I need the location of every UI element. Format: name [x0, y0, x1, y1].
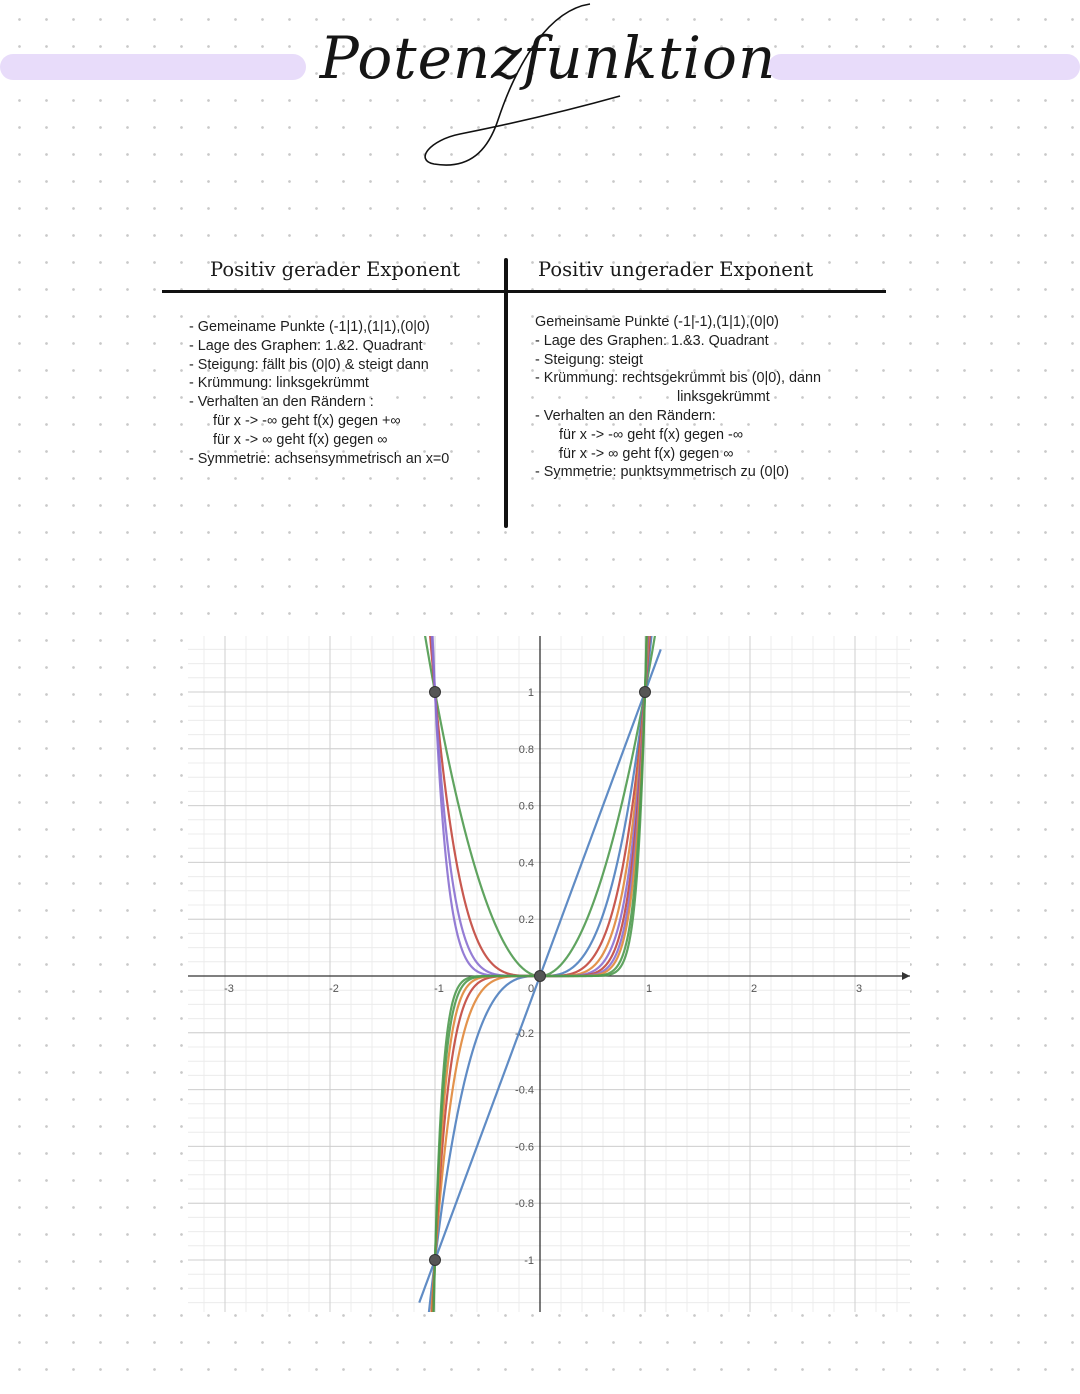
x-tick-label: -3 [224, 983, 234, 995]
left-note-line: - Gemeiname Punkte (-1|1),(1|1),(0|0) [189, 319, 430, 335]
y-tick-label: 0.6 [518, 800, 534, 813]
x-tick-label: -2 [329, 983, 339, 995]
right-note-line: - Krümmung: rechtsgekrümmt bis (0|0), dann [535, 370, 822, 387]
right-column-heading: Positiv ungerader Exponent [538, 258, 814, 281]
left-note-line: - Steigung: fällt bis (0|0) & steigt dann [189, 356, 429, 373]
x-tick-label: 2 [750, 983, 758, 995]
right-note-line: - Symmetrie: punktsymmetrisch zu (0|0) [535, 464, 790, 481]
y-tick-label: -1 [524, 1255, 534, 1267]
x-tick-label: 1 [645, 983, 653, 995]
left-column-heading: Positiv gerader Exponent [210, 258, 461, 281]
right-note-line: Gemeinsame Punkte (-1|-1),(1|1),(0|0) [535, 314, 779, 330]
right-note-line: linksgekrümmt [677, 389, 770, 406]
x-tick-label: 3 [855, 983, 863, 995]
left-note-line: - Verhalten an den Rändern : [189, 394, 374, 411]
left-note-line: - Krümmung: linksgekrümmt [189, 375, 369, 392]
x-tick-label: -1 [434, 983, 444, 995]
y-tick-label: -0.8 [515, 1198, 534, 1211]
right-note-line: für x -> -∞ geht f(x) gegen -∞ [559, 426, 744, 443]
left-note-line: - Symmetrie: achsensymmetrisch an x=0 [189, 450, 450, 467]
page-title: Potenzfunktion [319, 24, 777, 92]
intersection-point [535, 971, 546, 982]
y-tick-label: 0.4 [518, 857, 534, 870]
y-tick-label: -0.2 [515, 1027, 534, 1040]
y-tick-label: -0.4 [515, 1084, 534, 1097]
right-note-line: - Verhalten an den Rändern: [535, 407, 716, 424]
left-note-line: für x -> ∞ geht f(x) gegen ∞ [213, 431, 388, 448]
y-tick-label: 1 [527, 687, 534, 699]
right-note-line: - Lage des Graphen: 1.&3. Quadrant [535, 332, 769, 349]
intersection-point [640, 687, 651, 698]
intersection-point [430, 687, 441, 698]
x-tick-label: 0 [527, 983, 535, 995]
y-tick-label: -0.6 [515, 1141, 534, 1154]
left-note-line: - Lage des Graphen: 1.&2. Quadrant [189, 337, 423, 354]
y-tick-label: 0.2 [518, 914, 534, 927]
y-tick-label: 0.8 [518, 743, 534, 756]
right-note-line: - Steigung: steigt [535, 351, 643, 368]
left-note-line: für x -> -∞ geht f(x) gegen +∞ [213, 412, 401, 429]
intersection-point [430, 1255, 441, 1266]
right-note-line: für x -> ∞ geht f(x) gegen ∞ [559, 445, 734, 462]
